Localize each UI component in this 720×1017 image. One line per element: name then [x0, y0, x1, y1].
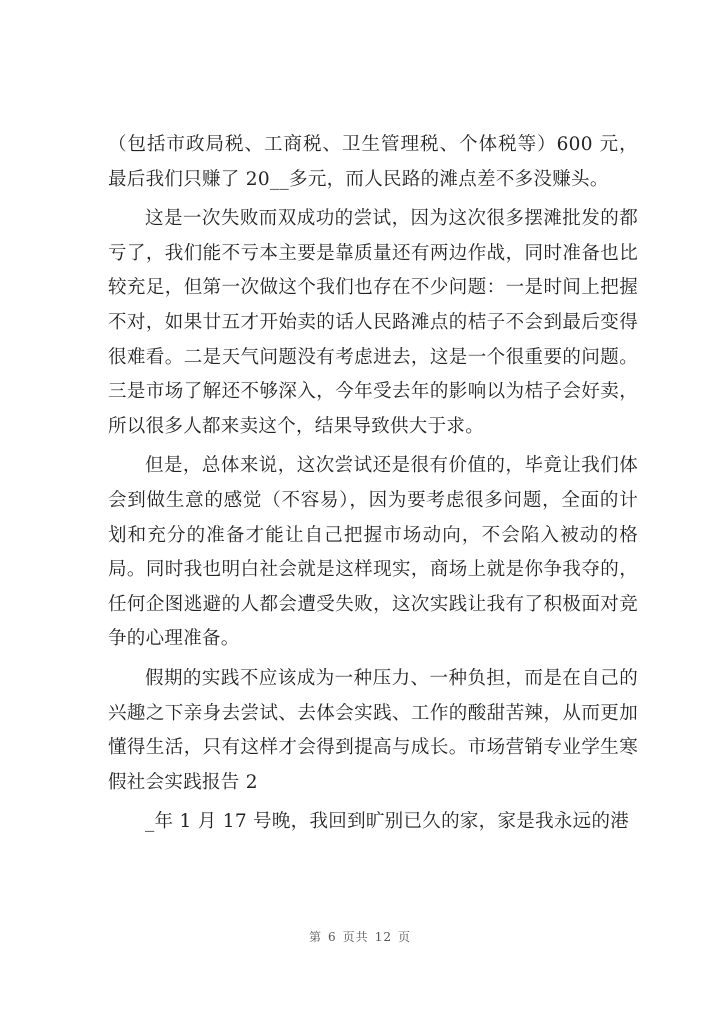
footer-label-prefix: 第	[309, 930, 323, 944]
footer-label-middle: 页共	[342, 930, 369, 944]
paragraph-summary: 但是，总体来说，这次尝试还是很有价值的，毕竟让我们体会到做生意的感觉（不容易），因为要考虑很多问题，全面的计划和充分的准备才能让自己把握市场动向，不会陷入被动的格局。同时我也明白社会就是这样现实，商场上就是你争我夺的，任何企图逃避的人都会遭受失败，这次实践让我有了积极面对竞争的心理准备。	[108, 455, 638, 650]
footer-total-pages: 12	[374, 930, 392, 944]
page-footer	[0, 928, 720, 945]
document-body	[108, 128, 638, 840]
paragraph-report-2-start: _年 1 月 17 号晚，我回到旷别已久的家，家是我永远的港	[145, 811, 630, 833]
paragraph-analysis: 这是一次失败而双成功的尝试，因为这次很多摆滩批发的都亏了，我们能不亏本主要是靠质量还有两边作战，同时准备也比较充足，但第一次做这个我们也存在不少问题：一是时间上把握不对，如果廿五才开始卖的话人民路滩点的桔子不会到最后变得很难看。二是天气问题没有考虑进去，这是一个很重要的问题。三是市场了解还不够深入，今年受去年的影响以为桔子会好卖，所以很多人都来卖这个，结果导致供大于求。	[108, 208, 638, 437]
footer-label-suffix: 页	[397, 930, 411, 944]
footer-current-page: 6	[328, 930, 337, 944]
paragraph-reflection: 假期的实践不应该成为一种压力、一种负担，而是在自己的兴趣之下亲身去尝试、去体会实践、工作的酸甜苦辣，从而更加懂得生活，只有这样才会得到提高与成长。市场营销专业学生寒假社会实践报告 2	[108, 667, 638, 793]
paragraph-continuation: （包括市政局税、工商税、卫生管理税、个体税等）600 元，最后我们只赚了 20__多元，而人民路的滩点差不多没赚头。	[108, 134, 638, 190]
